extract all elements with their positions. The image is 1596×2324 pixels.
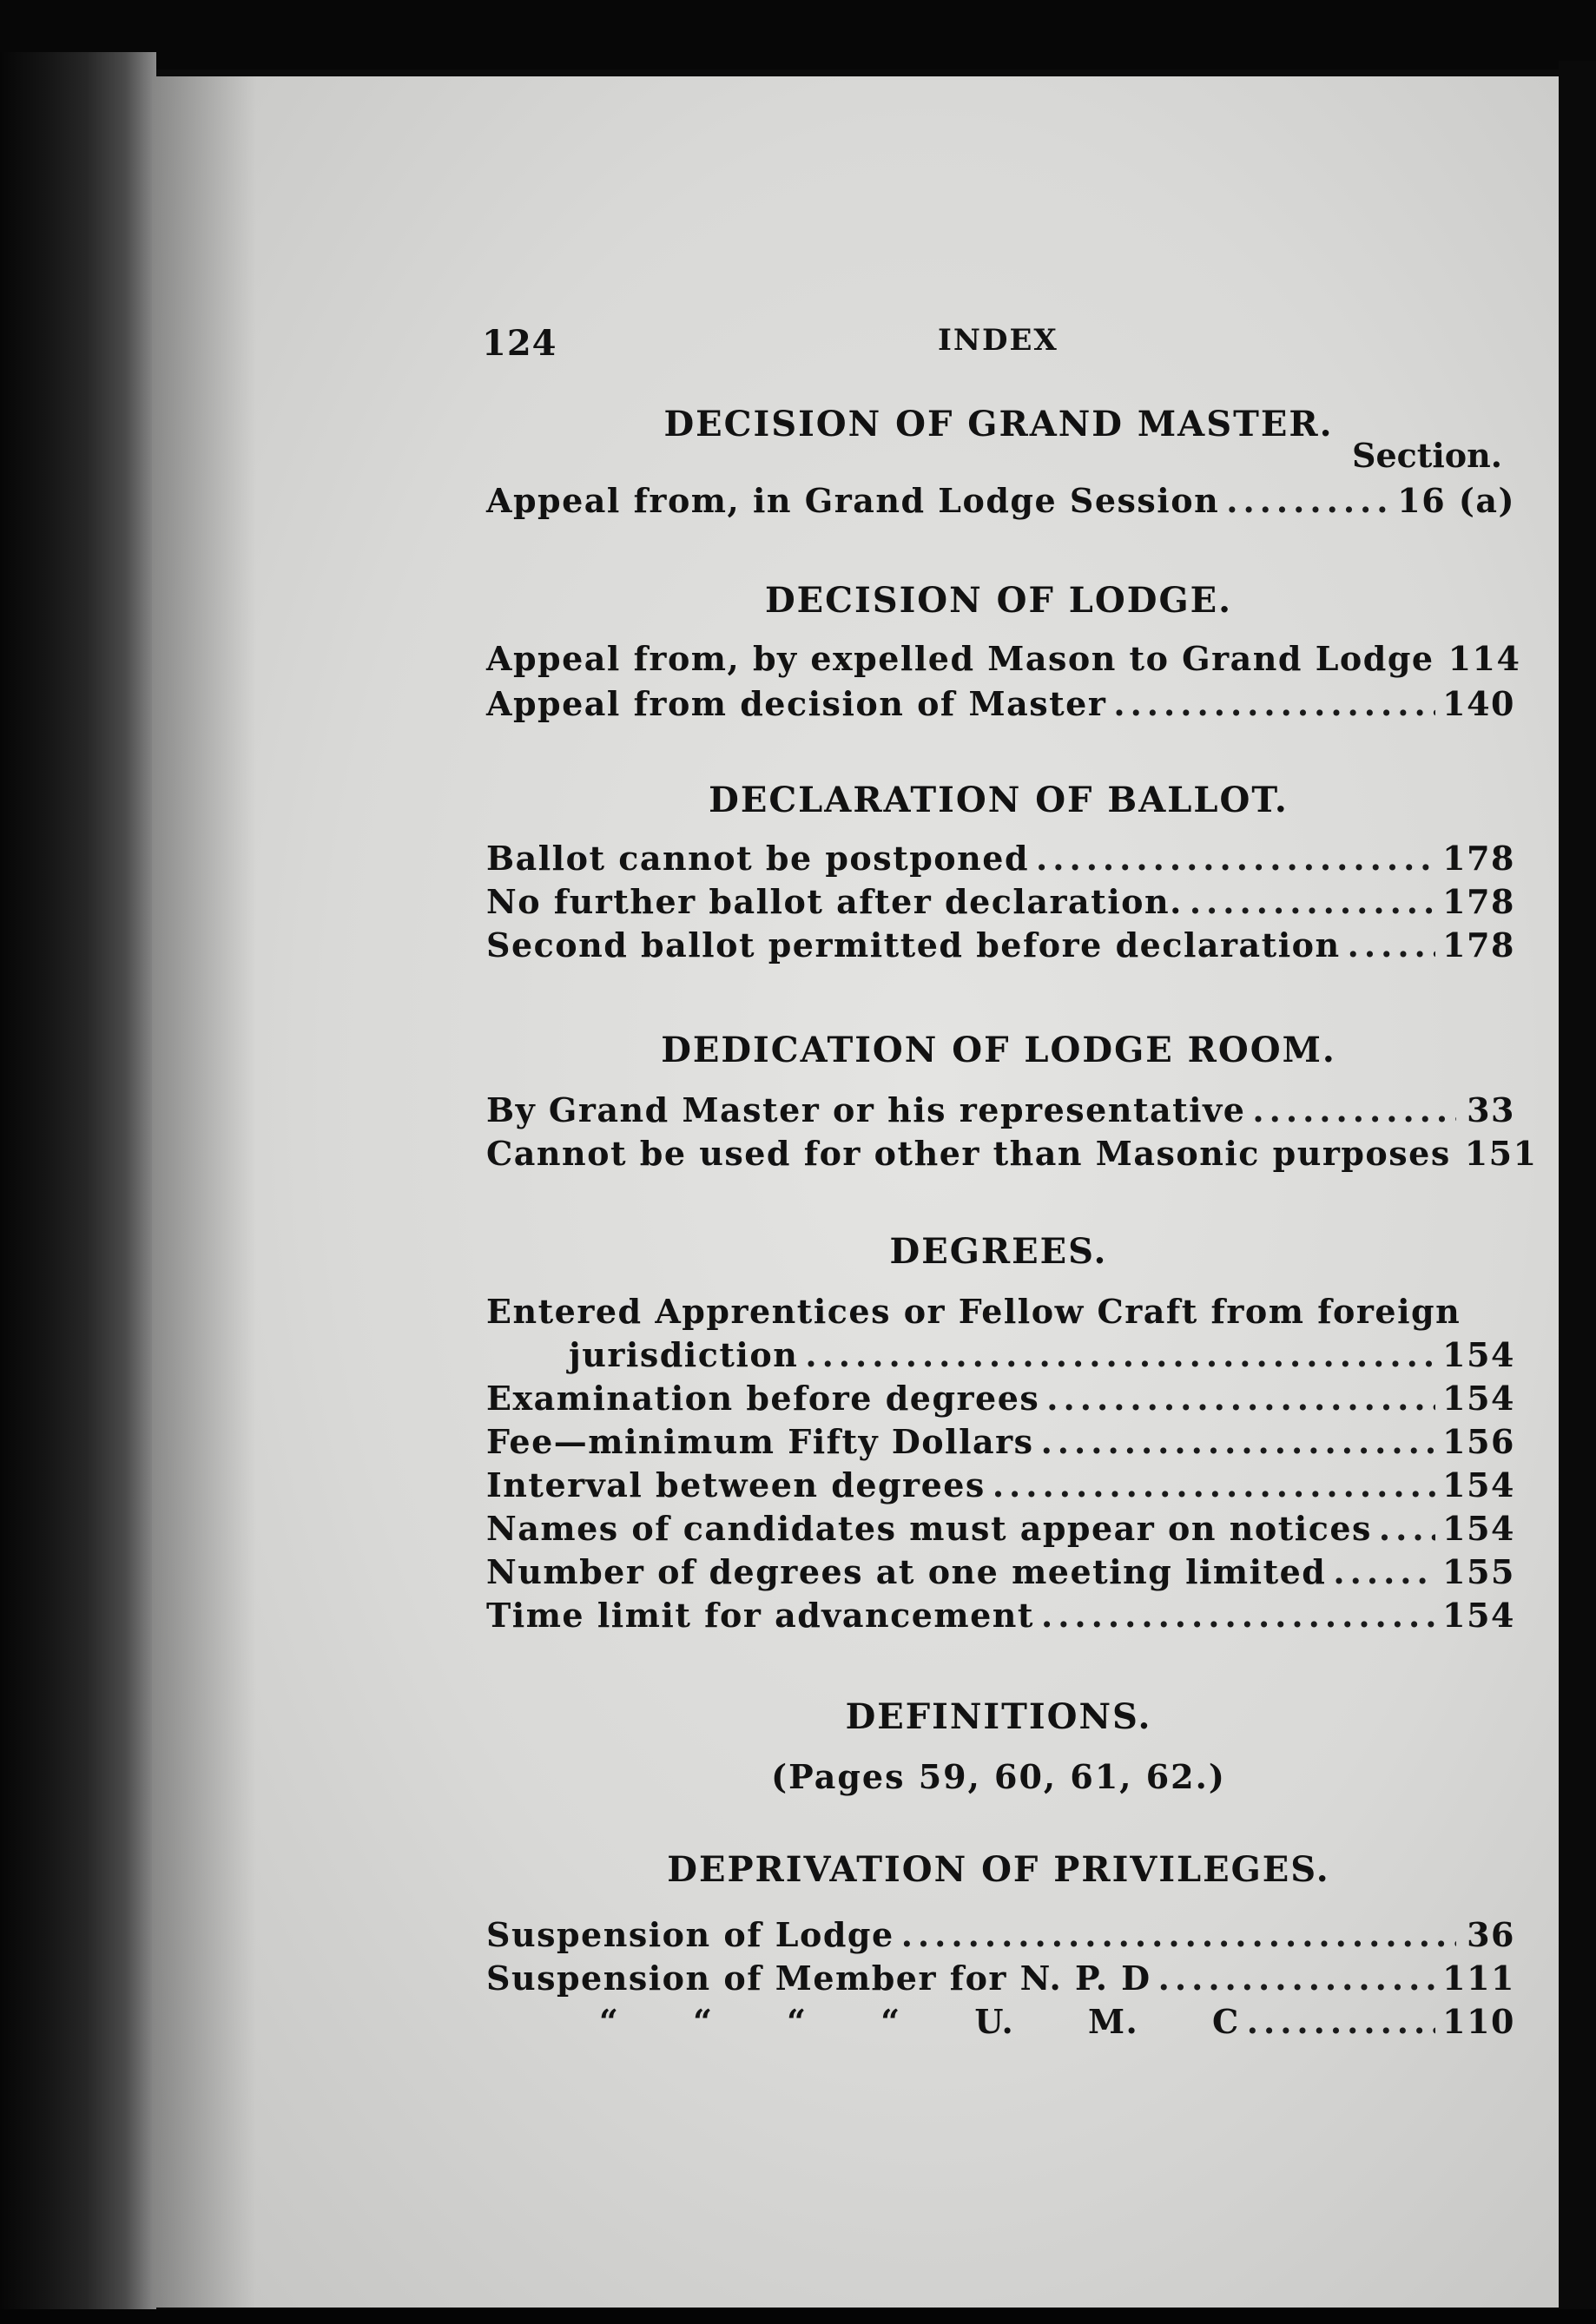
entry-ref: 178 — [1442, 925, 1515, 964]
section-heading: DEGREES. — [889, 1231, 1108, 1272]
entry-text: Appeal from decision of Master — [486, 684, 1107, 723]
entry-text: By Grand Master or his representative — [486, 1090, 1246, 1129]
index-entry — [486, 1335, 1515, 1379]
entry-ref: 110 — [1442, 2002, 1515, 2041]
index-entry — [486, 1422, 1515, 1465]
dot-leader — [1036, 839, 1435, 878]
entry-text: Appeal from, by expelled Mason to Grand Lodge — [486, 639, 1434, 678]
dot-leader — [1046, 1379, 1435, 1418]
entry-text: jurisdiction — [569, 1335, 799, 1374]
scan-right-border — [1559, 61, 1596, 2318]
entry-ref: 154 — [1442, 1465, 1515, 1504]
entry-text: No further ballot after declaration. — [486, 882, 1183, 921]
entry-text: Appeal from, in Grand Lodge Session — [486, 481, 1220, 520]
entry-text: Names of candidates must appear on notices — [486, 1509, 1372, 1548]
entry-text: “ “ “ “ U. M. C — [599, 2002, 1240, 2041]
entry-ref: 178 — [1442, 839, 1515, 878]
entry-ref: 151 — [1464, 1134, 1538, 1173]
index-entry — [486, 2002, 1515, 2045]
dot-leader — [1252, 1090, 1456, 1129]
dot-leader — [1158, 1959, 1436, 1998]
dot-leader — [1190, 882, 1435, 921]
entry-text: Ballot cannot be postponed — [486, 839, 1030, 878]
dot-leader — [1041, 1422, 1436, 1461]
dot-leader — [1113, 684, 1435, 723]
entry-ref: 33 — [1467, 1090, 1515, 1129]
dot-leader — [1247, 2002, 1435, 2041]
index-entry — [486, 882, 1515, 925]
index-entry — [486, 639, 1521, 682]
entry-ref: 154 — [1442, 1596, 1515, 1635]
dot-leader — [805, 1335, 1435, 1374]
section-heading: DECISION OF GRAND MASTER. — [663, 404, 1334, 444]
entry-ref: 178 — [1442, 882, 1515, 921]
section-heading: DECLARATION OF BALLOT. — [709, 780, 1289, 820]
dot-leader — [993, 1465, 1435, 1504]
dot-leader — [1333, 1552, 1435, 1591]
entry-ref: 114 — [1448, 639, 1521, 678]
section-heading: DECISION OF LODGE. — [764, 580, 1233, 621]
entry-text: Suspension of Member for N. P. D — [486, 1959, 1151, 1998]
section-note: (Pages 59, 60, 61, 62.) — [771, 1757, 1226, 1796]
entry-ref: 154 — [1442, 1509, 1515, 1548]
entry-ref: 156 — [1442, 1422, 1515, 1461]
index-entry — [486, 1596, 1515, 1639]
index-entry-line: Entered Apprentices or Fellow Craft from foreign — [486, 1292, 1461, 1331]
entry-text: Number of degrees at one meeting limited — [486, 1552, 1327, 1591]
section-heading: DEFINITIONS. — [845, 1696, 1152, 1737]
scan-top-border — [0, 0, 1596, 69]
index-entry — [486, 1090, 1515, 1134]
entry-ref: 16 (a) — [1397, 481, 1515, 520]
section-heading: DEDICATION OF LODGE ROOM. — [661, 1030, 1336, 1070]
index-entry — [486, 1134, 1538, 1177]
running-head: INDEX — [938, 323, 1059, 358]
dot-leader — [1041, 1596, 1435, 1635]
dot-leader — [1348, 925, 1436, 964]
index-entry — [486, 1509, 1515, 1552]
entry-text: Time limit for advancement — [486, 1596, 1034, 1635]
index-entry — [486, 684, 1515, 727]
entry-text: Examination before degrees — [486, 1379, 1040, 1418]
entry-text: Second ballot permitted before declaration — [486, 925, 1341, 964]
column-heading: Section. — [1352, 436, 1502, 475]
dot-leader — [1379, 1509, 1435, 1548]
section-heading: DEPRIVATION OF PRIVILEGES. — [667, 1849, 1330, 1890]
index-entry — [486, 925, 1515, 969]
dot-leader — [1226, 481, 1390, 520]
index-entry — [486, 839, 1515, 882]
entry-text: Suspension of Lodge — [486, 1915, 894, 1954]
entry-ref: 140 — [1442, 684, 1515, 723]
entry-text: Fee—minimum Fifty Dollars — [486, 1422, 1034, 1461]
entry-text: Cannot be used for other than Masonic purposes — [486, 1134, 1451, 1173]
entry-ref: 154 — [1442, 1335, 1515, 1374]
book-binding-edge — [0, 52, 156, 2309]
entry-ref: 154 — [1442, 1379, 1515, 1418]
entry-ref: 36 — [1467, 1915, 1515, 1954]
index-entry — [486, 481, 1515, 524]
index-entry — [486, 1379, 1515, 1422]
index-entry — [486, 1959, 1515, 2002]
index-entry — [486, 1552, 1515, 1596]
entry-text: Interval between degrees — [486, 1465, 986, 1504]
page-number: 124 — [482, 323, 557, 364]
entry-ref: 111 — [1442, 1959, 1515, 1998]
scan-bottom-border — [0, 2309, 1596, 2324]
index-entry — [486, 1465, 1515, 1509]
index-entry — [486, 1915, 1515, 1959]
entry-ref: 155 — [1442, 1552, 1515, 1591]
dot-leader — [901, 1915, 1456, 1954]
